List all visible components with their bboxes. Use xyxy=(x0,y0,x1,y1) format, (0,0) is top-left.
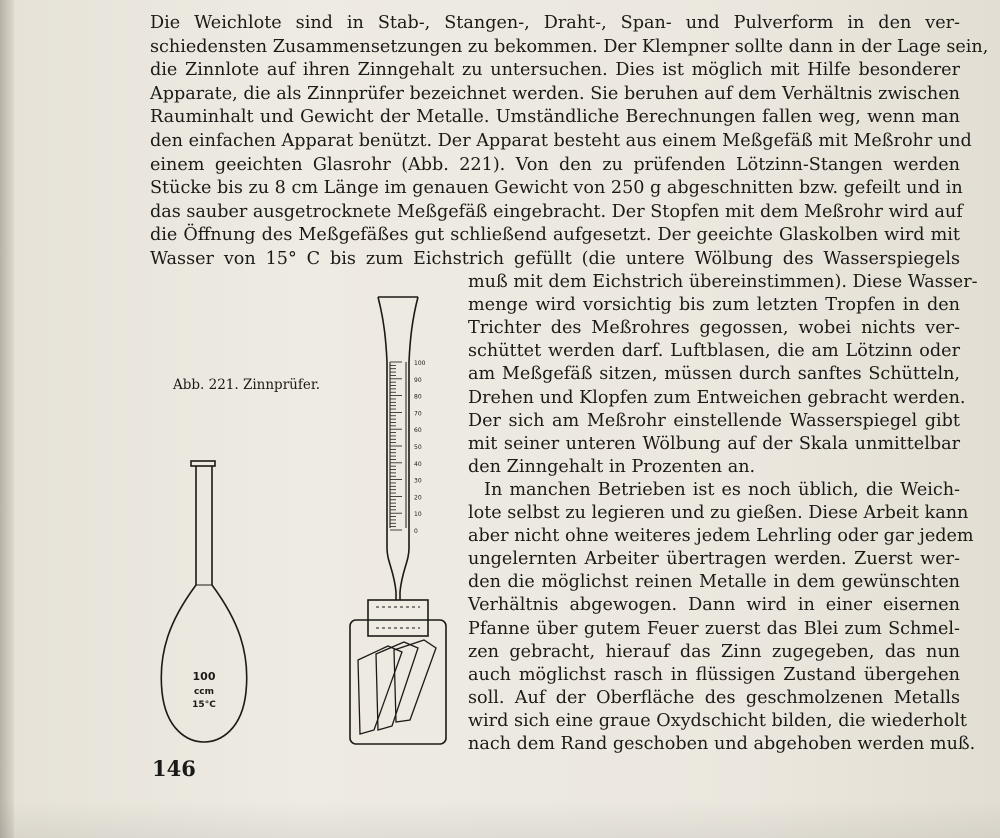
text-line: auch möglichst rasch in flüssigen Zustand übergehen xyxy=(468,664,960,685)
scale-label: 40 xyxy=(414,460,422,468)
text-line: ungelernten Arbeiter übertragen werden. Zuerst wer- xyxy=(468,549,960,570)
text-line: Pfanne über gutem Feuer zuerst das Blei zum Schmel- xyxy=(468,618,960,639)
page-shadow xyxy=(0,800,1000,838)
scale-label: 10 xyxy=(414,511,422,519)
figure-caption: Abb. 221. Zinnprüfer. xyxy=(173,377,321,393)
text-line: den einfachen Apparat benützt. Der Apparat besteht aus einem Meßgefäß mit Meßrohr und xyxy=(150,131,972,151)
flask-label-temperature: 15°C xyxy=(192,700,216,710)
text-line: die Zinnlote auf ihren Zinngehalt zu untersuchen. Dies ist möglich mit Hilfe besonderer xyxy=(150,60,960,81)
scale-label: 90 xyxy=(414,376,422,384)
scale-label: 20 xyxy=(414,494,422,502)
text-line: Trichter des Meßrohres gegossen, wobei nichts ver- xyxy=(468,318,960,339)
text-line: menge wird vorsichtig bis zum letzten Tropfen in den xyxy=(468,295,960,316)
text-line: die Öffnung des Meßgefäßes gut schließend aufgesetzt. Der geeichte Glaskolben wird mit xyxy=(150,225,960,246)
text-line: Wasser von 15° C bis zum Eichstrich gefüllt (die untere Wölbung des Wasserspiegels xyxy=(150,249,960,269)
text-line: Apparate, die als Zinnprüfer bezeichnet werden. Sie beruhen auf dem Verhältnis zwischen xyxy=(150,83,960,104)
scale-label: 50 xyxy=(414,444,422,451)
text-line: Verhältnis abgewogen. Dann wird in einer eisernen xyxy=(468,595,960,616)
text-line: nach dem Rand geschoben und abgehoben werden muß. xyxy=(468,734,976,754)
text-line: Die Weichlote sind in Stab-, Stangen-, Draht-, Span- und Pulverform in den ver- xyxy=(150,13,960,33)
measuring-scale xyxy=(390,360,426,535)
text-line: den Zinngehalt in Prozenten an. xyxy=(468,456,756,477)
scale-label: 100 xyxy=(414,360,426,367)
flask-label-unit: ccm xyxy=(193,687,215,697)
page-edge xyxy=(0,0,14,838)
text-line: mit seiner unteren Wölbung auf der Skala unmittelbar xyxy=(468,433,960,454)
text-line: wird sich eine graue Oxydschicht bilden, die wiederholt xyxy=(468,710,967,731)
tin-tester-illustration xyxy=(140,280,460,760)
text-line: Der sich am Meßrohr einstellende Wasserspiegel gibt xyxy=(468,410,960,431)
text-line: aber nicht ohne weiteres jedem Lehrling oder gar jedem xyxy=(468,526,974,547)
measuring-vessel xyxy=(350,620,446,744)
scale-label: 70 xyxy=(414,410,422,418)
text-line: lote selbst zu legieren und zu gießen. Diese Arbeit kann xyxy=(468,503,969,523)
text-line: schüttet werden darf. Luftblasen, die am Lötzinn oder xyxy=(468,341,960,362)
text-line: schiedensten Zusammensetzungen zu bekommen. Der Klempner sollte dann in der Lage sein, xyxy=(150,36,989,57)
text-line: das sauber ausgetrocknete Meßgefäß eingebracht. Der Stopfen mit dem Meßrohr wird auf xyxy=(150,201,963,222)
text-line: In manchen Betrieben ist es noch üblich, die Weich- xyxy=(484,479,960,500)
text-line: den die möglichst reinen Metalle in dem gewünschten xyxy=(468,572,960,593)
text-line: am Meßgefäß sitzen, müssen durch sanftes Schütteln, xyxy=(468,364,960,385)
scale-label: 80 xyxy=(414,393,422,401)
text-line: soll. Auf der Oberfläche des geschmolzenen Metalls xyxy=(468,687,960,708)
text-line: einem geeichten Glasrohr (Abb. 221). Von den zu prüfenden Lötzinn-Stangen werden xyxy=(150,154,960,175)
scale-label: 0 xyxy=(414,528,418,535)
scale-label: 60 xyxy=(414,427,422,435)
text-line: Drehen und Klopfen zum Entweichen gebracht werden. xyxy=(468,387,966,408)
flask-label-volume: 100 xyxy=(192,670,216,683)
text-line: Rauminhalt und Gewicht der Metalle. Umständliche Berechnungen fallen weg, wenn man xyxy=(150,107,960,128)
text-line: muß mit dem Eichstrich übereinstimmen). Diese Wasser- xyxy=(468,272,978,292)
text-line: Stücke bis zu 8 cm Länge im genauen Gewicht von 250 g abgeschnitten bzw. gefeilt und in xyxy=(150,178,963,199)
text-line: zen gebracht, hierauf das Zinn zugegeben, das nun xyxy=(468,641,960,662)
scale-label: 30 xyxy=(414,477,422,485)
page-number: 146 xyxy=(152,756,196,781)
